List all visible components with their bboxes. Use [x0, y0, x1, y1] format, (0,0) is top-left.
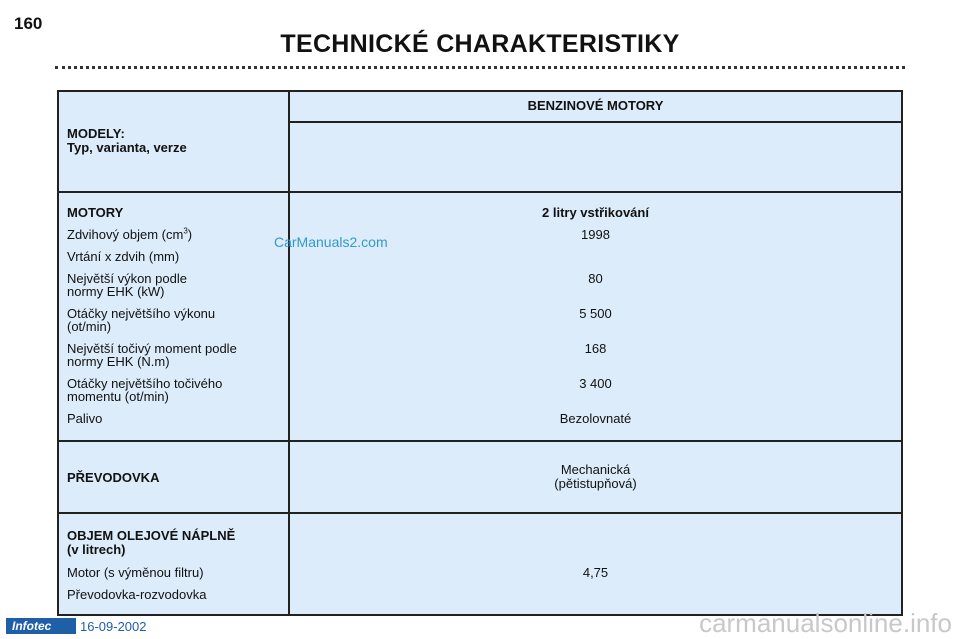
section-rule-oil	[59, 512, 901, 514]
spec-label-max-power: Největší výkon podle	[67, 271, 187, 286]
footer-date: 16-09-2002	[80, 619, 147, 634]
oil-section-label: OBJEM OLEJOVÉ NÁPLNĚ	[67, 528, 236, 543]
gearbox-label: PŘEVODOVKA	[67, 470, 160, 485]
spec-label-bore-stroke: Vrtání x zdvih (mm)	[67, 249, 180, 264]
spec-label-displacement: Zdvihový objem $(cm^3)$	[67, 226, 193, 242]
header-rule	[288, 121, 901, 123]
spec-label-max-torque: Největší točivý moment podle	[67, 341, 237, 356]
spec-label-power-rpm: Otáčky největšího výkonu	[67, 306, 216, 321]
models-label: MODELY:	[67, 126, 125, 141]
page-title: TECHNICKÉ CHARAKTERISTIKY	[280, 30, 680, 58]
engine-section-label: MOTORY	[67, 205, 124, 220]
spec-value-power-rpm: 5 500	[579, 306, 612, 321]
spec-table	[57, 90, 903, 616]
spec-value-torque-rpm: 3 400	[579, 376, 612, 391]
page-number: 160	[14, 14, 43, 33]
oil-label-engine: Motor (s výměnou filtru)	[67, 565, 204, 580]
dotted-divider	[55, 66, 905, 69]
oil-section-label-2: (v litrech)	[67, 542, 126, 557]
spec-label-fuel: Palivo	[67, 411, 103, 426]
engine-section-value: 2 litry vstřikování	[542, 205, 649, 220]
spec-value-max-power: 80	[588, 271, 603, 286]
spec-label-torque-rpm: Otáčky největšího točivého	[67, 376, 223, 391]
oil-value-engine: 4,75	[582, 565, 609, 580]
gearbox-value: Mechanická	[560, 462, 631, 477]
footer-watermark-site: carmanualsonline.info	[699, 608, 952, 638]
spec-label-power-rpm-2: (ot/min)	[67, 319, 112, 334]
spec-label-max-torque-2: normy EHK (N.m)	[67, 354, 170, 369]
spec-value-fuel: Bezolovnaté	[559, 411, 632, 426]
spec-value-displacement: 1998	[581, 227, 610, 242]
spec-label-max-power-2: normy EHK (kW)	[67, 284, 165, 299]
watermark-text: CarManuals2.com	[274, 234, 388, 250]
infotec-logo: Infotec	[6, 618, 76, 634]
gearbox-value-2: (pětistupňová)	[554, 476, 637, 491]
spec-value-max-torque: 168	[584, 341, 607, 356]
column-title: BENZINOVÉ MOTORY	[527, 98, 664, 113]
oil-label-gearbox: Převodovka-rozvodovka	[67, 587, 207, 602]
section-rule-engine	[59, 191, 901, 193]
spec-label-torque-rpm-2: momentu (ot/min)	[67, 389, 169, 404]
section-rule-gearbox	[59, 440, 901, 442]
models-sublabel: Typ, varianta, verze	[67, 140, 187, 155]
